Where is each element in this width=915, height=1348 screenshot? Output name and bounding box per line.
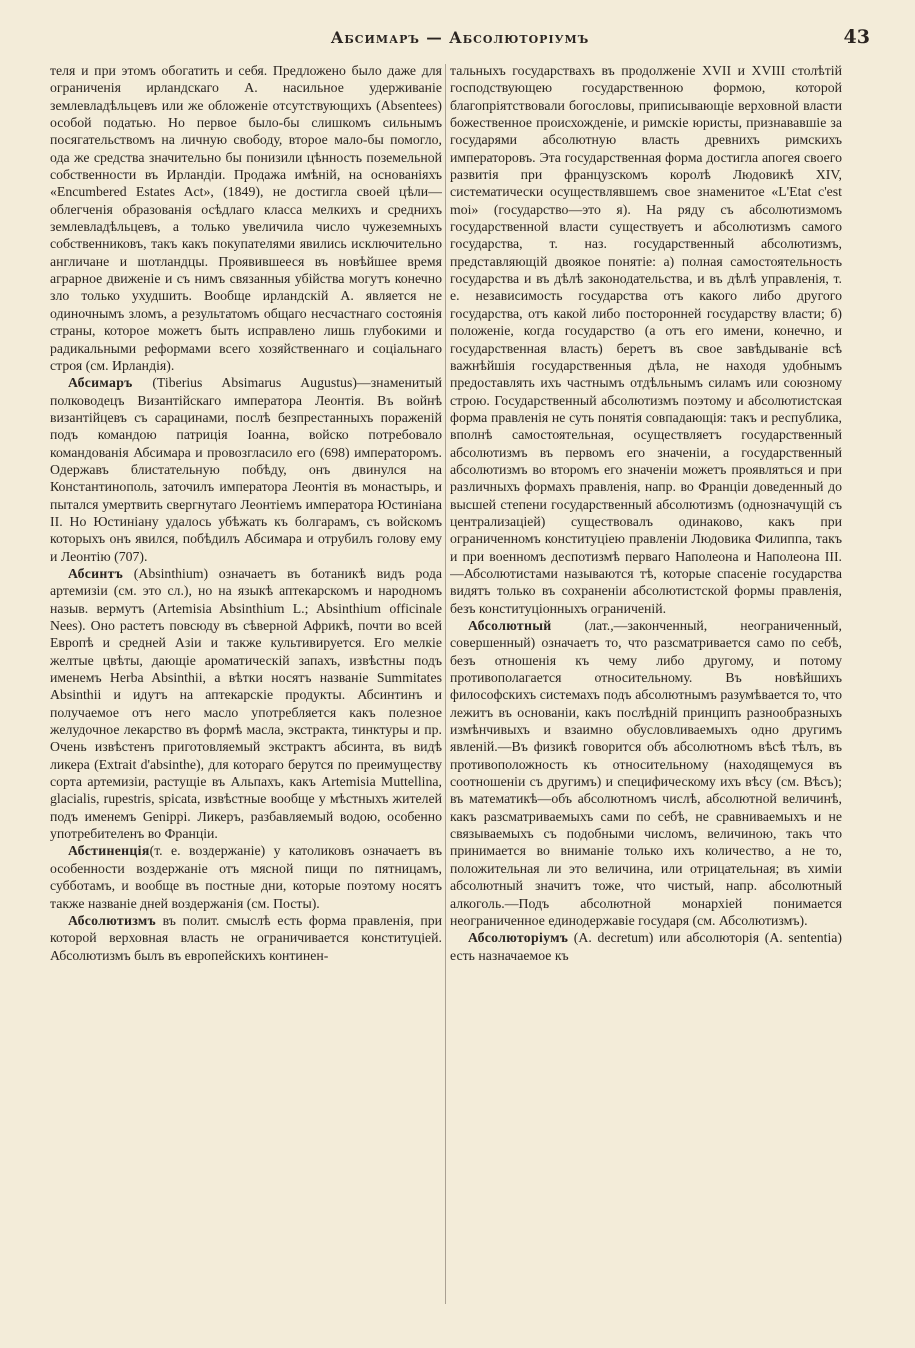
article-absolyutny [450, 617, 842, 929]
article-absimar-body: (Tiberius Absimarus Augustus)—знаменитый полководецъ Византійскаго императора Леонтія. Въ войнѣ византійцевъ съ сарацинами, послѣ безпрестанныхъ пораженій подъ командою патриція Іоанна, войско потребовало командованія Абсимара и провозгласило его (698) императоромъ. Одержавъ блистательную побѣду, онъ двинулся на Константинополь, заточилъ императора Леонтія въ монастырь, и пытался умертвить свергнутаго Леонтіемъ императора Юстиніана II. Но Юстиніану удалось убѣжать къ болгарамъ, съ войскомъ которыхъ онъ явился, побѣдилъ Абсимара и отрубилъ голову ему и Леонтію (707). [50, 375, 442, 564]
headword-abstinentsiya: Абстиненція [68, 843, 150, 859]
article-abstinentsiya-body: (т. е. воздержаніе) у католиковъ означаетъ въ особенности воздержаніе отъ мясной пищи по пятницамъ, субботамъ, и вообще въ постные дни, которые поэтому носятъ также названіе дней воздержанія (см. Посты). [50, 843, 442, 911]
headword-absolyutizm: Абсолютизмъ [68, 912, 156, 928]
running-head: Абсимаръ — Абсолюторіумъ [330, 28, 590, 47]
headword-absint: Абсинтъ [68, 565, 124, 581]
column-divider [445, 64, 446, 1304]
page-header [50, 26, 870, 56]
left-column [50, 62, 442, 1312]
article-absint-body: (Absinthium) означаетъ въ ботаникѣ видъ рода артемизіи (см. это сл.), но на языкѣ аптекарскомъ и народномъ назыв. вермутъ (Artemisia Absinthium L.; Absinthium officinale Nees). Оно растетъ повсюду въ сѣверной Африкѣ, почти во всей Европѣ и средней Азіи и также культивируется. Его мелкіе желтые цвѣты, дающіе ароматическій запахъ, извѣстны подъ именемъ Herba Absinthii, а вѣтки носятъ названіе Summitates Absinthii и идутъ на аптекарскіе продукты. Абсинтинъ и получаемое отъ него масло употребляется какъ полезное желудочное лекарство въ формѣ масла, экстракта, тинктуры и пр. Очень извѣстенъ приготовляемый экстрактъ абсинта, въ видѣ ликера (Extrait d'absinthe), для котораго берутся по преимуществу сорта артемизіи, растущіе въ Альпахъ, какъ Artemisia Muttellina, glacialis, rupestris, spicata, извѣстные вообще у мѣстныхъ жителей подъ именемъ Genippi. Ликеръ, разбавляемый водою, особенно употребителенъ во Франціи. [50, 565, 442, 842]
headword-absolyutorium: Абсолюторіумъ [468, 930, 569, 946]
article-absint [50, 565, 442, 843]
text-columns [50, 62, 872, 1312]
article-absolyutorium-body: (A. decretum) или абсолюторія (A. sententia) есть назначаемое къ [450, 930, 842, 963]
article-abstinentsiya [50, 842, 442, 911]
article-absolyutny-body: (лат.,—законченный, неограниченный, совершенный) означаетъ то, что разсматривается само по себѣ, безъ отношенія къ чему либо другому, и потому противополагается относительному. Въ новѣйшихъ философскихъ системахъ подъ абсолютнымъ разумѣвается то, что лежитъ въ основаніи, какъ послѣдній принципъ разнообразныхъ измѣнчивыхъ и взаимно обусловливаемыхъ одно другимъ явленій.—Въ физикѣ говорится объ абсолютномъ вѣсѣ тѣлъ, въ противоположность къ относительному (находящемуся въ соотношеніи съ другимъ) и специфическому ихъ вѣсу (см. Вѣсъ); въ математикѣ—объ абсолютномъ числѣ, абсолютной величинѣ, какъ разсматриваемыхъ сами по себѣ, не сравниваемыхъ и не связываемыхъ съ подобными числомъ, величиною, такъ что принимается во вниманіе только ихъ количество, а не то, положительная ли это величина, или отрицательная; въ химіи абсолютный значитъ тоже, что чистый, напр. абсолютный алкоголь.—Подъ абсолютной монархіей понимается неограниченное единодержавіе государя (см. Абсолютизмъ). [450, 618, 842, 928]
article-absolyutizm-continuation: тальныхъ государствахъ въ продолженіе XVII и XVIII столѣтій господствующею государственною формою, которой благопріятствовали богословы, приписывающіе верховной власти божественное происхожденіе, и римскіе юристы, признававшіе за государями абсолютную власть древнихъ римскихъ императоровъ. Эта государственная форма достигла апогея своего развитія при французскомъ королѣ Людовикѣ XIV, систематически осуществлявшемъ свое знаменитое «L'Etat c'est moi» (государство—это я). На ряду съ абсолютизмомъ государственной власти существуетъ и абсолютизмъ самого государства, т. наз. государственный абсолютизмъ, представляющій двоякое понятіе: а) полная самостоятельность государства и въ дѣлѣ законодательства, и въ дѣлѣ управленія, т. е. независимость государства отъ какого либо другого государства, отъ какой либо посторонней государству власти; б) положеніе, когда государство (а отъ его имени, конечно, и государственная власть) беретъ въ свое завѣдываніе всѣ важнѣйшія государственныя дѣла, не находя удобнымъ предоставлять ихъ частнымъ отдѣльнымъ силамъ или союзному строю. Государственный абсолютизмъ поэтому и абсолютистская форма правленія не суть понятія совпадающія: такъ и республика, вполнѣ самостоятельная, осуществляетъ государственный абсолютизмъ въ первомъ его значеніи, а государственный абсолютизмъ во второмъ его значеніи можетъ проявляться и при различныхъ формахъ правленія, напр. во Франціи доведенный до высшей степени государственный абсолютизмъ (однозначущій съ централизаціей) существовалъ одинаково, какъ при ограниченномъ конституціею правленіи Людовика Филиппа, такъ и при военномъ деспотизмѣ перваго Наполеона и Наполеона III.—Абсолютистами называются тѣ, которые спасеніе государства видятъ только въ сохраненіи абсолютистской формы правленія, безъ конституціонныхъ ограниченій. [450, 63, 842, 616]
article-absimar [50, 374, 442, 565]
article-absolyutizm [50, 912, 442, 964]
article-absolyutorium [450, 929, 842, 964]
headword-absimar: Абсимаръ [68, 375, 133, 391]
headword-absolyutny: Абсолютный [468, 618, 552, 633]
right-column [450, 62, 842, 1312]
page-number: 43 [843, 26, 870, 48]
article-continuation-paragraph: теля и при этомъ обогатить и себя. Предложено было даже для ограниченія ирландскаго А. насильное удерживаніе землевладѣльцевъ или же обложеніе отсутствующихъ (Absentees) особой податью. Но первое было-бы слишкомъ сильнымъ посягательствомъ на личную свободу, второе мало-бы помогло, ода же средства значительно бы понизили цѣнность поземельной собственности въ Ирландіи. Продажа имѣній, на основаніяхъ «Encumbered Estates Act», (1849), не достигла своей цѣли—облегченія образованія осѣдлаго класса мелкихъ и среднихъ землевладѣльцевъ, а только увеличила число чужеземныхъ собственниковъ, такъ какъ покупателями явились исключительно англичане и шотландцы. Проявившееся въ новѣйшее время аграрное движеніе и съ нимъ связанныя убійства могутъ конечно зло только ухудшить. Вообще ирландскій А. является не одиночнымъ зломъ, а результатомъ общаго несчастнаго состоянія страны, которое можетъ быть исправлено лишь глубокими и радикальными реформами всего хозяйственнаго и соціальнаго строя (см. Ирландія). [50, 63, 442, 373]
article-absolyutizm-body: въ полит. смыслѣ есть форма правленія, при которой верховная власть не ограничивается конституціей. Абсолютизмъ былъ въ европейскихъ континен- [50, 912, 442, 963]
